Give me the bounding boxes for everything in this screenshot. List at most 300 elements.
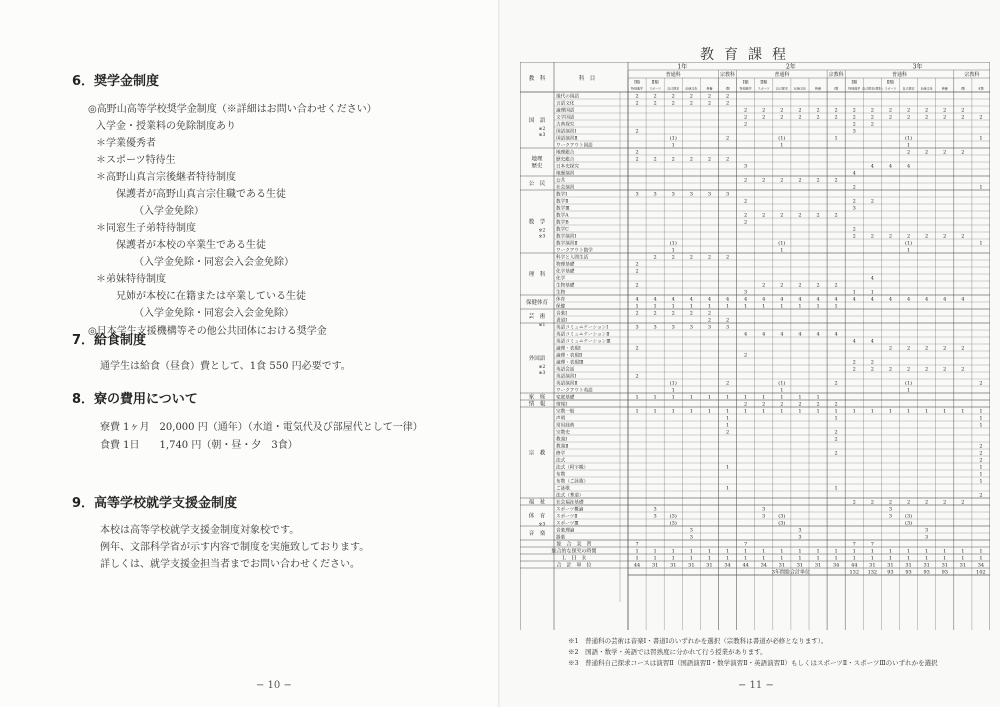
sub-course-header: Ⅰ類 (960, 86, 965, 91)
credit-value: 1 (870, 408, 874, 415)
footnote-2: ※2 国語・数学・英語では習熟度に分かれて行う授業があります。 (568, 648, 767, 656)
credit-value: 2 (943, 366, 947, 373)
course-name: 社会演習 (556, 185, 575, 191)
credit-value: 4 (671, 296, 675, 303)
sub-course-header: 特別進学 (631, 86, 644, 91)
credit-value: 1 (725, 303, 730, 310)
credit-value: 2 (834, 450, 838, 457)
credit-value: (3) (778, 513, 786, 520)
credit-value: 1 (762, 394, 766, 401)
course-name: 数学Ⅰ (556, 192, 568, 198)
course-name: 保健 (556, 304, 566, 310)
credit-value: 2 (780, 282, 784, 289)
credit-value: 1 (689, 394, 693, 401)
credit-value: 2 (707, 93, 712, 100)
credit-value: 2 (925, 107, 929, 114)
course-name: 布教（ご詠歌） (556, 479, 589, 485)
sub-course-header: 自己探求(理系) (862, 86, 883, 91)
summary-value: 1 (870, 555, 874, 562)
credit-value: 4 (780, 331, 784, 338)
credit-value: 3 (744, 289, 748, 296)
credit-value: 2 (780, 177, 784, 184)
credit-value: 2 (943, 233, 947, 240)
credit-value: 1 (888, 408, 893, 415)
total-value: 93 (923, 569, 930, 576)
summary-value: 1 (816, 548, 820, 555)
credit-value: (1) (669, 135, 677, 142)
credit-value: 4 (870, 163, 874, 170)
section-heading-meal: 7．給食制度 (72, 333, 147, 348)
credit-value: 2 (925, 114, 929, 121)
credit-value: 2 (780, 401, 784, 408)
credit-value: 1 (762, 408, 766, 415)
summary-value: 31 (923, 562, 930, 569)
class-header: Ⅱ類 (760, 79, 768, 85)
summary-value: 31 (869, 562, 876, 569)
year-header: 1年 (677, 63, 688, 71)
credit-value: 2 (798, 282, 802, 289)
credit-value: 1 (725, 415, 730, 422)
credit-value: 2 (834, 429, 838, 436)
credit-value: 2 (979, 114, 983, 121)
credit-value: 1 (979, 471, 983, 478)
credit-value: 4 (925, 296, 929, 303)
credit-value: 1 (725, 464, 730, 471)
credit-value: 2 (852, 198, 856, 205)
credit-value: 1 (961, 408, 965, 415)
credit-value: 2 (852, 226, 856, 233)
dorm-line: 食費 1日 1,740 円（朝・昼・夕 3食） (100, 440, 298, 451)
course-name: 論理国語 (556, 108, 575, 114)
course-name: 地理総合 (556, 150, 575, 156)
credit-value: 4 (870, 338, 874, 345)
summary-value: 7 (852, 541, 856, 548)
credit-value: 2 (979, 492, 983, 499)
course-name: 数学演習Ⅱ (556, 241, 578, 247)
course-name: 声明 (556, 416, 566, 422)
credit-value: 2 (744, 219, 748, 226)
credit-value: 2 (979, 450, 983, 457)
credit-value: 1 (906, 387, 911, 394)
summary-value: 1 (961, 548, 965, 555)
credit-value: 2 (906, 107, 911, 114)
sub-course-header: 自己探求 (775, 86, 788, 91)
credit-value: 1 (834, 303, 838, 310)
summary-value: 1 (762, 555, 766, 562)
credit-value: 2 (870, 114, 874, 121)
credit-value: 1 (744, 394, 748, 401)
credit-value: 2 (925, 149, 929, 156)
credit-value: 2 (635, 282, 639, 289)
summary-value: 31 (670, 562, 677, 569)
summary-value: 1 (798, 555, 802, 562)
summary-value: 1 (906, 555, 911, 562)
total-value: 132 (849, 569, 860, 576)
credit-value: 2 (653, 93, 657, 100)
credit-value: 2 (744, 212, 748, 219)
course-name: 生物基礎 (556, 283, 575, 289)
credit-value: 1 (834, 135, 838, 142)
scholarship-line: （入学金免除） (134, 206, 204, 217)
summary-value: 1 (671, 548, 675, 555)
scholarship-line: ◎高野山高等学校奨学金制度（※詳細はお問い合わせください） (88, 104, 377, 115)
class-header: Ⅰ類 (634, 79, 640, 85)
summary-value: 1 (671, 555, 675, 562)
credit-value: 3 (798, 527, 802, 534)
subject-area-label: 数 学 (528, 219, 546, 226)
credit-value: 1 (979, 415, 983, 422)
credit-value: 1 (653, 408, 657, 415)
credit-value: 1 (979, 478, 983, 485)
credit-value: 1 (635, 303, 639, 310)
credit-value: 1 (671, 394, 675, 401)
credit-value: 2 (762, 401, 766, 408)
credit-value: 2 (852, 366, 856, 373)
credit-value: 2 (635, 345, 639, 352)
credit-value: 2 (852, 114, 856, 121)
credit-value: 2 (780, 212, 784, 219)
credit-value: 2 (689, 156, 693, 163)
sub-course-header: 特別進学 (739, 86, 752, 91)
credit-value: 2 (870, 107, 874, 114)
credit-value: 1 (671, 303, 675, 310)
credit-value: 2 (653, 254, 657, 261)
scholarship-line: 保護者が本校の卒業生である生徒 (116, 240, 266, 251)
credit-value: 3 (671, 191, 675, 198)
credit-value: 3 (762, 506, 766, 513)
year-header: 2年 (785, 63, 796, 71)
credit-value: 2 (635, 268, 639, 275)
credit-value: 1 (906, 142, 911, 149)
sub-course-header: 特別進学 (848, 86, 861, 91)
credit-value: 2 (671, 100, 675, 107)
page-number-right: − 11 − (738, 680, 774, 691)
sub-course-header: Ⅱ類 (978, 86, 984, 91)
summary-value: 1 (888, 555, 893, 562)
scholarship-line: ＊スポーツ特待生 (96, 155, 176, 166)
credit-value: 1 (925, 408, 929, 415)
credit-value: 2 (852, 184, 856, 191)
credit-value: 2 (852, 107, 856, 114)
credit-value: 4 (852, 338, 856, 345)
credit-value: 2 (744, 177, 748, 184)
credit-value: 3 (925, 534, 929, 541)
credit-value: 3 (689, 191, 693, 198)
credit-value: 3 (888, 506, 893, 513)
credit-value: 2 (798, 107, 802, 114)
credit-value: 2 (906, 114, 911, 121)
credit-value: 2 (725, 254, 730, 261)
summary-value: 1 (780, 548, 784, 555)
total-label: 3年間総合計単位 (771, 569, 810, 576)
class-header: Ⅰ類 (851, 79, 858, 85)
credit-value: 1 (707, 408, 712, 415)
meal-line: 通学生は給食（昼食）費として、1食 550 円必要です。 (100, 361, 351, 372)
course-header: 宗教科 (828, 72, 844, 78)
credit-value: 4 (906, 163, 911, 170)
course-name: 宗教一般 (556, 409, 575, 415)
sub-course-header: スポーツ (884, 86, 897, 91)
summary-value: 31 (688, 562, 695, 569)
credit-value: 2 (725, 156, 730, 163)
footnote-marker: ※3 (538, 133, 546, 138)
credit-value: 2 (906, 149, 911, 156)
credit-value: (3) (778, 520, 786, 527)
footnote-1: ※1 普通科の芸術は音楽Ⅰ・書道Ⅰのいずれかを選択（宗教科は書道が必修となります）。 (568, 637, 828, 645)
course-name: 論理・表現Ⅲ (556, 360, 584, 366)
credit-value: 2 (925, 233, 929, 240)
course-name: 科学と人間生活 (556, 255, 589, 261)
section-heading-scholarship: 6．奨学金制度 (72, 74, 160, 89)
summary-value: 31 (706, 562, 713, 569)
course-name: 数学B (556, 220, 569, 226)
total-value: 93 (941, 569, 948, 576)
credit-value: 2 (961, 345, 965, 352)
credit-value: 1 (653, 394, 657, 401)
course-name: 数学C (556, 227, 569, 233)
credit-value: 1 (780, 394, 784, 401)
course-name: 国語演習Ⅰ (556, 129, 577, 135)
credit-value: 2 (834, 114, 838, 121)
summary-value: 31 (651, 562, 659, 569)
credit-value: 4 (707, 296, 712, 303)
credit-value: 2 (852, 359, 856, 366)
credit-value: 2 (888, 107, 893, 114)
summary-value: 31 (796, 562, 804, 569)
course-name: 器楽 (556, 535, 566, 541)
credit-value: 2 (852, 233, 856, 240)
credit-value: 1 (852, 408, 856, 415)
credit-value: 2 (834, 401, 838, 408)
credit-value: 3 (888, 513, 893, 520)
credit-value: 1 (834, 485, 838, 492)
year-header: 3年 (912, 63, 923, 71)
credit-value: (1) (905, 135, 913, 142)
credit-value: 4 (870, 275, 874, 282)
subject-area-label: 福 祉 (528, 499, 546, 506)
total-value: 93 (887, 569, 894, 576)
summary-value: 44 (633, 562, 641, 569)
credit-value: 3 (653, 324, 657, 331)
course-name: 歴史総合 (556, 157, 575, 163)
sub-course-header: 修養 (706, 86, 713, 91)
sub-course-header: 修養 (941, 86, 948, 91)
course-name: 社会福祉基礎 (556, 500, 584, 506)
credit-value: 4 (888, 163, 893, 170)
credit-value: 2 (780, 107, 784, 114)
credit-value: 4 (852, 296, 856, 303)
summary-value: 1 (925, 555, 929, 562)
scholarship-line: ＊高野山真言宗後継者特待制度 (96, 172, 236, 183)
credit-value: 1 (834, 408, 838, 415)
credit-value: (1) (669, 240, 677, 247)
credit-value: 2 (653, 310, 657, 317)
credit-value: 1 (671, 408, 675, 415)
credit-value: 2 (762, 114, 766, 121)
credit-value: 3 (635, 191, 639, 198)
subject-area-label: 地理 (531, 156, 543, 163)
course-name: 地歴演習 (556, 171, 575, 177)
footnote-marker: ※3 (538, 522, 546, 528)
credit-value: 2 (725, 100, 730, 107)
subject-area-label: 保健体育 (525, 300, 549, 306)
summary-value: 34 (724, 562, 731, 569)
credit-value: 3 (653, 191, 657, 198)
scholarship-line: ＊学業優秀者 (96, 138, 156, 149)
credit-value: 2 (780, 114, 784, 121)
summary-value: 31 (941, 562, 948, 569)
credit-value: 2 (870, 198, 874, 205)
course-name: 現代の国語 (556, 94, 579, 100)
class-header: Ⅱ類 (651, 79, 659, 85)
credit-value: 2 (762, 107, 766, 114)
total-value: 132 (867, 569, 878, 576)
course-header: 宗教科 (720, 72, 736, 78)
support-line: 本校は高等学校就学支援金制度対象校です。 (100, 525, 300, 536)
credit-value: 2 (961, 149, 965, 156)
credit-value: 2 (870, 499, 874, 506)
subject-area-label: 公 民 (528, 181, 546, 187)
credit-value: 1 (780, 408, 784, 415)
credit-value: 4 (762, 331, 766, 338)
credit-value: 1 (798, 303, 802, 310)
credit-value: 3 (725, 324, 730, 331)
credit-value: 2 (870, 366, 874, 373)
credit-value: 1 (671, 142, 675, 149)
subject-area-label: 外国語 (528, 356, 546, 362)
course-name: 数学Ⅲ (556, 206, 570, 212)
sub-course-header: 伝統文化 (793, 86, 806, 91)
credit-value: 1 (689, 408, 693, 415)
credit-value: 4 (961, 296, 965, 303)
credit-value: 4 (744, 296, 748, 303)
credit-value: 2 (870, 121, 874, 128)
footnote-marker: ※3 (538, 371, 546, 376)
course-name: 法式 (556, 458, 566, 464)
summary-value: 44 (742, 562, 749, 569)
section-heading-support: 9．高等学校就学支援金制度 (72, 496, 238, 511)
credit-value: 4 (744, 331, 748, 338)
credit-value: 1 (852, 289, 856, 296)
credit-value: 2 (689, 310, 693, 317)
course-name: 英語コミュニケーションⅡ (556, 332, 610, 338)
credit-value: (1) (778, 380, 786, 387)
sub-course-header: スポーツ (649, 86, 662, 91)
scholarship-line: 入学金・授業料の免除制度あり (96, 121, 236, 132)
credit-value: 2 (744, 107, 748, 114)
summary-value: 1 (635, 548, 639, 555)
credit-value: 4 (798, 296, 802, 303)
credit-value: (1) (905, 380, 913, 387)
summary-value: 1 (943, 555, 947, 562)
subject-area-label: 音 楽 (528, 531, 546, 537)
credit-value: 1 (780, 247, 784, 254)
summary-value: 7 (635, 541, 639, 548)
credit-value: 4 (635, 296, 639, 303)
credit-value: 2 (762, 177, 766, 184)
credit-value: 3 (653, 513, 657, 520)
summary-value: 1 (762, 548, 766, 555)
credit-value: 2 (816, 212, 820, 219)
credit-value: 2 (943, 499, 947, 506)
credit-value: 2 (744, 401, 748, 408)
scholarship-line: 保護者が高野山真言宗住職である生徒 (116, 189, 286, 200)
scholarship-line: （入学金免除・同窓会入会金免除） (134, 308, 294, 319)
sub-course-header: 自己探求 (667, 86, 680, 91)
credit-value: 2 (816, 114, 820, 121)
subject-area-header: 教 科 (528, 76, 546, 82)
summary-value: 1 (653, 548, 657, 555)
credit-value: 1 (816, 303, 820, 310)
credit-value: 3 (744, 163, 748, 170)
summary-value: 1 (744, 555, 748, 562)
summary-value: 7 (744, 541, 748, 548)
scholarship-line: 兄姉が本校に在籍または卒業している生徒 (116, 291, 306, 302)
credit-value: 2 (906, 366, 911, 373)
sub-course-header: スポーツ (757, 86, 770, 91)
credit-value: 2 (906, 345, 911, 352)
credit-value: 2 (707, 156, 712, 163)
credit-value: 1 (780, 142, 784, 149)
credit-value: (3) (905, 513, 913, 520)
credit-value: 1 (707, 394, 712, 401)
credit-value: 1 (689, 303, 693, 310)
credit-value: 2 (906, 233, 911, 240)
credit-value: 1 (725, 485, 730, 492)
credit-value: 2 (798, 212, 802, 219)
summary-value: 7 (870, 541, 874, 548)
credit-value: 2 (725, 317, 730, 324)
credit-value: 2 (725, 429, 730, 436)
credit-value: 3 (852, 205, 856, 212)
credit-value: 3 (689, 324, 693, 331)
course-name: 修学 (556, 451, 566, 457)
page-number-left: − 10 − (256, 680, 292, 691)
credit-value: 2 (834, 107, 838, 114)
summary-value: 1 (635, 555, 639, 562)
credit-value: 1 (834, 415, 838, 422)
credit-value: 2 (744, 121, 748, 128)
credit-value: (1) (778, 240, 786, 247)
credit-value: 3 (653, 506, 657, 513)
course-name: 化学基礎 (556, 269, 575, 275)
credit-value: 2 (635, 261, 639, 268)
credit-value: 3 (635, 324, 639, 331)
course-name: 書道Ⅰ (556, 318, 568, 324)
credit-value: 4 (906, 296, 911, 303)
credit-value: 1 (744, 303, 748, 310)
summary-value: 1 (979, 548, 983, 555)
subject-header: 科 目 (578, 76, 596, 82)
course-name: 数学A (556, 213, 569, 219)
summary-value: 1 (798, 548, 802, 555)
sub-course-header: 自己探求 (902, 86, 915, 91)
credit-value: 2 (816, 107, 820, 114)
credit-value: 1 (725, 394, 730, 401)
sub-course-header: Ⅰ類 (725, 86, 730, 91)
credit-value: 1 (635, 408, 639, 415)
course-header: 普通科 (665, 72, 681, 78)
section-heading-dorm: 8．寮の費用について (72, 392, 198, 407)
credit-value: 2 (834, 380, 838, 387)
credit-value: (3) (669, 520, 677, 527)
course-header: 宗教科 (964, 72, 980, 78)
course-header: 普通科 (774, 72, 790, 78)
credit-value: (1) (669, 380, 677, 387)
summary-label: 合 計 単 位 (556, 562, 592, 569)
credit-value: 2 (762, 212, 766, 219)
credit-value: 1 (979, 184, 983, 191)
